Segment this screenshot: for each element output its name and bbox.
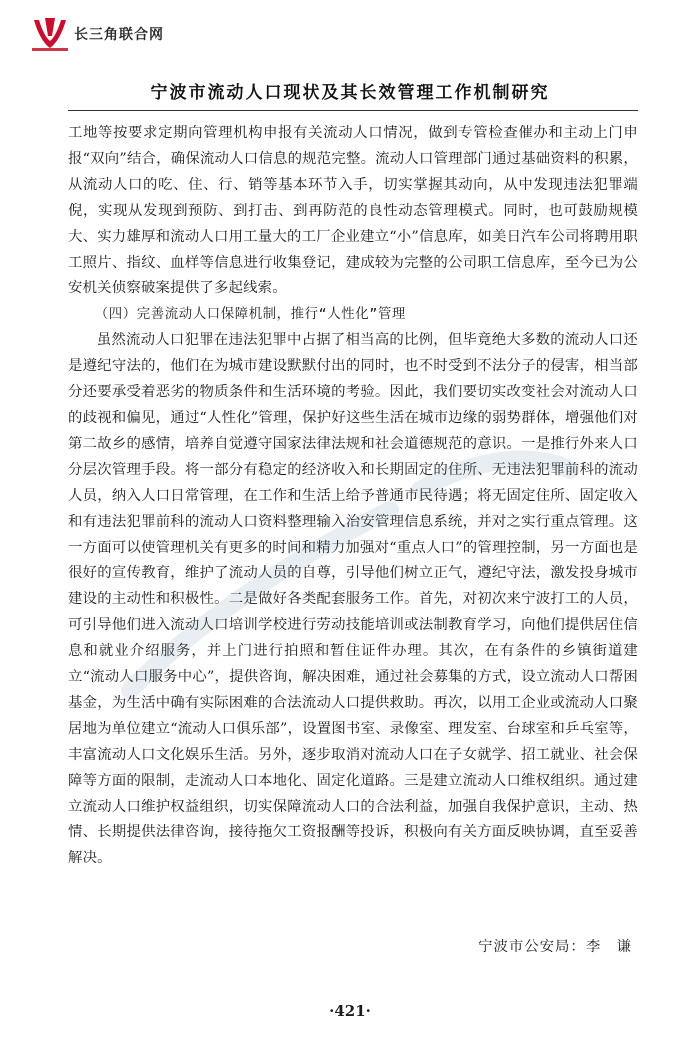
paragraph-2: 虽然流动人口犯罪在违法犯罪中占据了相当高的比例，但毕竟绝大多数的流动人口还是遵纪守法的，他们在为城市建设默默付出的同时，也不时受到不法分子的侵害，相当部分还要承受着恶劣的物质条件和生活环境的考验。因此，我们要切实改变社会对流动人口的歧视和偏见，通过“人性化”管理，保护好这些生活在城市边缘的弱势群体，增强他们对第二故乡的感情，培养自觉遵守国家法律法规和社会道德规范的意识。一是推行外来人口分层次管理手段。将一部分有稳定的经济收入和长期固定的住所、无违法犯罪前科的流动人员，纳入人口日常管理，在工作和生活上给予普通市民待遇；将无固定住所、固定收入和有违法犯罪前科的流动人口资料整理输入治安管理信息系统，并对之实行重点管理。这一方面可以使管理机关有更多的时间和精力加强对“重点人口”的管理控制，另一方面也是很好的宣传教育，维护了流动人员的自尊，引导他们树立正气，遵纪守法，激发投身城市建设的主动性和积极性。二是做好各类配套服务工作。首先，对初次来宁波打工的人员，可引导他们进入流动人口培训学校进行劳动技能培训或法制教育学习，向他们提供居住信息和就业介绍服务，并上门进行拍照和暂住证件办理。其次，在有条件的乡镇街道建立“流动人口服务中心”，提供咨询，解决困难，通过社会募集的方式，设立流动人口帮困基金，为生活中确有实际困难的合法流动人口提供救助。再次，以用工企业或流动人口聚居地为单位建立“流动人口俱乐部”，设置图书室、录像室、理发室、台球室和乒乓室等，丰富流动人口文化娱乐生活。另外，逐步取消对流动人口在子女就学、招工就业、社会保障等方面的限制，走流动人口本地化、固定化道路。三是建立流动人口维权组织。通过建立流动人口维护权益组织，切实保障流动人口的合法利益，加强自我保护意识，主动、热情、长期提供法律咨询，接待拖欠工资报酬等投诉，积极向有关方面反映协调，直至妥善解决。 <box>68 332 638 867</box>
author-line: 宁波市公安局：李 谦 <box>478 939 632 955</box>
site-logo-icon <box>28 14 72 54</box>
section-heading: （四）完善流动人口保障机制，推行“人性化”管理 <box>94 307 406 323</box>
article-body <box>68 121 638 872</box>
paragraph-1: 工地等按要求定期向管理机构申报有关流动人口情况，做到专管检查催办和主动上门申报“双向”结合，确保流动人口信息的规范完整。流动人口管理部门通过基础资料的积累，从流动人口的吃、住、行、销等基本环节入手，切实掌握其动向，从中发现违法犯罪端倪，实现从发现到预防、到打击、到再防范的良性动态管理模式。同时，也可鼓励规模大、实力雄厚和流动人口用工量大的工厂企业建立“小”信息库，如美日汽车公司将聘用职工照片、指纹、血样等信息进行收集登记，建成较为完整的公司职工信息库，至今已为公安机关侦察破案提供了多起线索。 <box>68 125 638 297</box>
title-divider <box>68 110 638 111</box>
site-logo <box>28 14 164 54</box>
site-name: 长三角联合网 <box>74 27 164 43</box>
page-number: ·421· <box>329 1002 371 1020</box>
page-title: 宁波市流动人口现状及其长效管理工作机制研究 <box>150 83 550 103</box>
